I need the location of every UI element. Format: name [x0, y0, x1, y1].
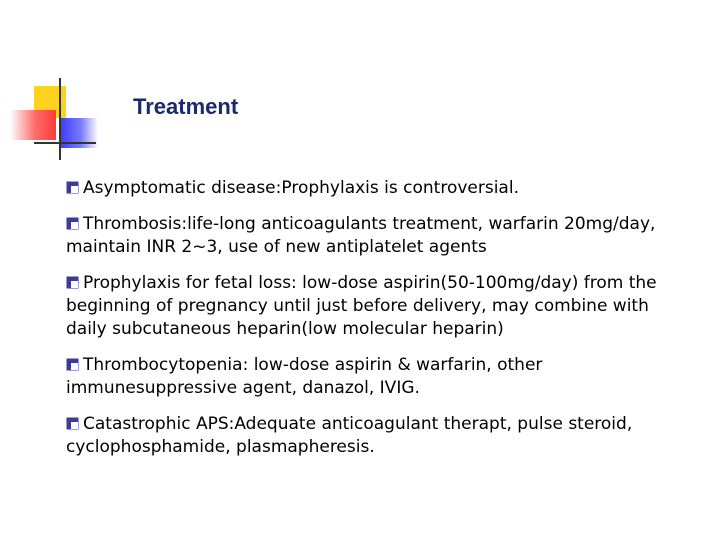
checkbox-square-icon [66, 417, 79, 430]
horizontal-rule [34, 142, 96, 144]
slide-title: Treatment [133, 94, 239, 119]
bullet-item-3 [66, 272, 686, 341]
vertical-rule [59, 78, 61, 160]
decorative-logo [0, 0, 110, 170]
bullet-text: Thrombosis:life-long anticoagulants treatment, warfarin 20mg/day, maintain INR 2~3, use of new antiplatelet agents [66, 214, 656, 257]
bullet-text: Thrombocytopenia: low-dose aspirin & warfarin, other immunesuppressive agent, danazol, IVIG. [66, 355, 543, 398]
bullet-text: Catastrophic APS:Adequate anticoagulant therapt, pulse steroid, cyclophosphamide, plasmapheresis. [66, 414, 633, 457]
bullet-item-5 [66, 413, 686, 459]
red-square-shape [10, 110, 56, 140]
bullet-item-2 [66, 213, 686, 259]
checkbox-square-icon [66, 217, 79, 230]
bullet-item-1 [66, 177, 686, 200]
checkbox-square-icon [66, 358, 79, 371]
bullet-text: Prophylaxis for fetal loss: low-dose aspirin(50-100mg/day) from the beginning of pregnancy until just before delivery, may combine with daily subcutaneous heparin(low molecular heparin) [66, 273, 657, 339]
bullet-list [66, 177, 686, 472]
bullet-text: Asymptomatic disease:Prophylaxis is controversial. [83, 178, 519, 198]
checkbox-square-icon [66, 181, 79, 194]
bullet-item-4 [66, 354, 686, 400]
checkbox-square-icon [66, 276, 79, 289]
